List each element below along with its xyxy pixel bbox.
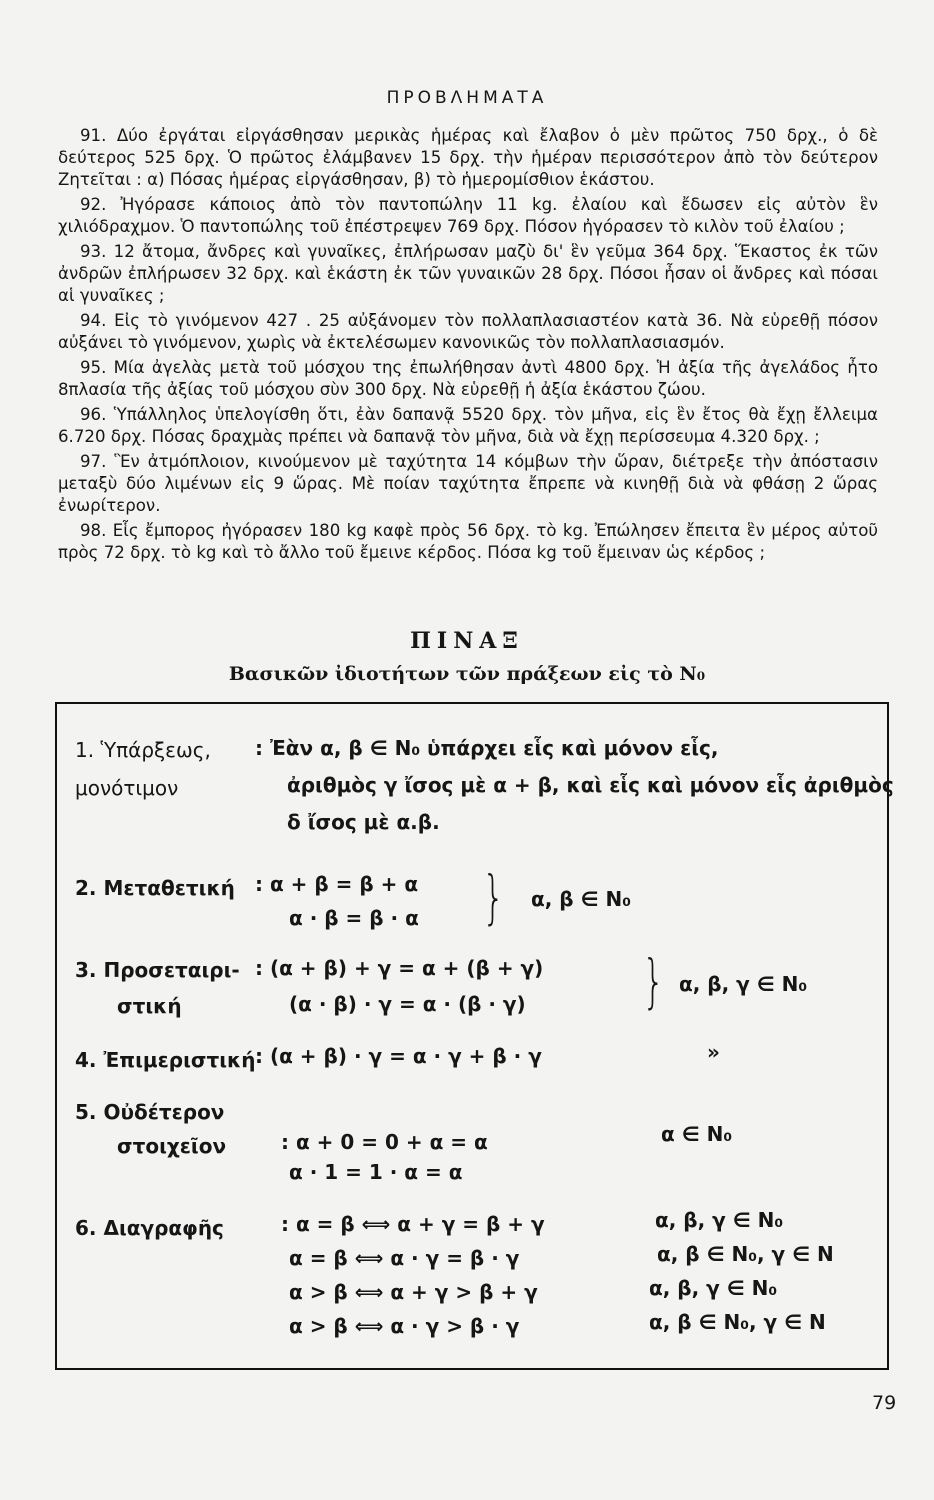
row6-condition-4: α, β ∈ N₀, γ ∈ N	[649, 1310, 826, 1334]
problem-96: 96. Ὑπάλληλος ὑπελογίσθη ὅτι, ἐὰν δαπανᾷ 5520 δρχ. τὸν μῆνα, εἰς ἓν ἔτος θὰ ἔχῃ ἔλλειμα 6.720 δρχ. Πόσας δραχμὰς πρέπει νὰ δαπανᾷ τὸν μῆνα, διὰ νὰ ἔχῃ περίσσευμα 4.320 δρχ. ;	[58, 405, 878, 446]
problem-list	[58, 125, 878, 567]
row3-brace: }	[642, 947, 665, 1015]
problem-97: 97. Ἓν ἀτμόπλοιον, κινούμενον μὲ ταχύτητα 14 κόμβων τὴν ὥραν, διέτρεξε τὴν ἀπόστασιν μεταξὺ δύο λιμένων εἰς 9 ὥρας. Μὲ ποίαν ταχύτητα ἔπρεπε νὰ κινηθῇ διὰ νὰ φθάσῃ 2 ὥρας ἐνωρίτερον.	[58, 452, 878, 515]
row3-condition: α, β, γ ∈ N₀	[679, 972, 808, 996]
row6-eq3: α > β ⟺ α + γ > β + γ	[289, 1280, 538, 1304]
row6-eq4: α > β ⟺ α · γ > β · γ	[289, 1314, 520, 1338]
row5-label-a: 5. Οὐδέτερον	[75, 1100, 225, 1124]
row5-label-b: στοιχεῖον	[117, 1134, 227, 1158]
properties-table	[55, 702, 894, 1370]
problem-94: 94. Εἰς τὸ γινόμενον 427 . 25 αὐξάνομεν τὸν πολλαπλασιαστέον κατὰ 36. Νὰ εὑρεθῇ πόσον αὐξάνει τὸ γινόμενον, χωρὶς νὰ ἐκτελέσωμεν κανονικῶς τὸν πολλαπλασιασμόν.	[58, 311, 878, 352]
row3-label-a: 3. Προσεταιρι-	[75, 958, 240, 982]
row3-label-b: στική	[117, 994, 182, 1018]
row4-eq: : (α + β) · γ = α · γ + β · γ	[255, 1044, 542, 1068]
row1-label-a: 1. Ὑπάρξεως,	[75, 738, 211, 762]
row1-line2: ἀριθμὸς γ ἴσος μὲ α + β, καὶ εἷς καὶ μόνον εἷς ἀριθμὸς	[287, 773, 894, 797]
row2-label: 2. Μεταθετική	[75, 876, 235, 900]
problem-92: 92. Ἠγόρασε κάποιος ἀπὸ τὸν παντοπώλην 11 kg. ἐλαίου καὶ ἔδωσεν εἰς αὐτὸν ἓν χιλιόδραχμον. Ὁ παντοπώλης τοῦ ἐπέστρεψεν 769 δρχ. Πόσον ἠγόρασεν τὸ κιλὸν τοῦ ἐλαίου ;	[58, 195, 878, 236]
row5-eq2: α · 1 = 1 · α = α	[289, 1160, 463, 1184]
row6-label: 6. Διαγραφῆς	[75, 1216, 224, 1240]
row4-condition: »	[707, 1040, 720, 1064]
row6-condition-1: α, β, γ ∈ N₀	[655, 1208, 784, 1232]
row1-line3: δ ἴσος μὲ α.β.	[287, 810, 440, 834]
row2-condition: α, β ∈ N₀	[531, 887, 631, 911]
problem-95: 95. Μία ἀγελὰς μετὰ τοῦ μόσχου της ἐπωλήθησαν ἀντὶ 4800 δρχ. Ἡ ἀξία τῆς ἀγελάδος ἦτο 8πλασία τῆς ἀξίας τοῦ μόσχου σὺν 300 δρχ. Νὰ εὑρεθῇ ἡ ἀξία ἑκάστου ζώου.	[58, 358, 878, 399]
problem-98: 98. Εἷς ἔμπορος ἠγόρασεν 180 kg καφὲ πρὸς 56 δρχ. τὸ kg. Ἐπώλησεν ἔπειτα ἓν μέρος αὐτοῦ πρὸς 72 δρχ. τὸ kg καὶ τὸ ἄλλο τοῦ ἔμεινε κέρδος. Πόσα kg τοῦ ἔμειναν ὡς κέρδος ;	[58, 521, 878, 562]
row2-brace: }	[482, 863, 505, 931]
row5-eq1: : α + 0 = 0 + α = α	[281, 1130, 488, 1154]
page-number: 79	[872, 1392, 897, 1414]
row5-condition: α ∈ N₀	[661, 1122, 733, 1146]
row4-label: 4. Ἐπιμεριστική	[75, 1048, 256, 1072]
problem-93: 93. 12 ἄτομα, ἄνδρες καὶ γυναῖκες, ἐπλήρωσαν μαζὺ δι' ἓν γεῦμα 364 δρχ. Ἕκαστος ἐκ τῶν ἀνδρῶν ἐπλήρωσεν 32 δρχ. καὶ ἑκάστη ἐκ τῶν γυναικῶν 28 δρχ. Πόσοι ἦσαν οἱ ἄνδρες καὶ πόσαι αἱ γυναῖκες ;	[58, 242, 878, 305]
row6-condition-3: α, β, γ ∈ N₀	[649, 1276, 778, 1300]
row6-condition-2: α, β ∈ N₀, γ ∈ N	[657, 1242, 834, 1266]
table-title: ΠΙΝΑΞ	[410, 628, 524, 654]
problem-91: 91. Δύο ἐργάται εἰργάσθησαν μερικὰς ἡμέρας καὶ ἔλαβον ὁ μὲν πρῶτος 750 δρχ., ὁ δὲ δεύτερος 525 δρχ. Ὁ πρῶτος ἐλάμβανεν 15 δρχ. τὴν ἡμέραν περισσότερον ἀπὸ τὸν δεύτερον Ζητεῖται : α) Πόσας ἡμέρας εἰργάσθησαν, β) τὸ ἡμερομίσθιον ἑκάστου.	[58, 126, 878, 189]
row1-line1: : Ἐὰν α, β ∈ N₀ ὑπάρχει εἷς καὶ μόνον εἷς,	[255, 736, 719, 760]
row2-eq1: : α + β = β + α	[255, 872, 419, 896]
section-heading: ΠΡΟΒΛΗΜΑΤΑ	[386, 88, 548, 108]
row6-eq2: α = β ⟺ α · γ = β · γ	[289, 1246, 520, 1270]
table-subtitle: Βασικῶν ἰδιοτήτων τῶν πράξεων εἰς τὸ N₀	[228, 663, 706, 685]
row3-eq1: : (α + β) + γ = α + (β + γ)	[255, 956, 544, 980]
row3-eq2: (α · β) · γ = α · (β · γ)	[289, 992, 526, 1016]
row6-eq1: : α = β ⟺ α + γ = β + γ	[281, 1212, 545, 1236]
row2-eq2: α · β = β · α	[289, 906, 419, 930]
row1-label-b: μονότιμον	[75, 776, 179, 800]
